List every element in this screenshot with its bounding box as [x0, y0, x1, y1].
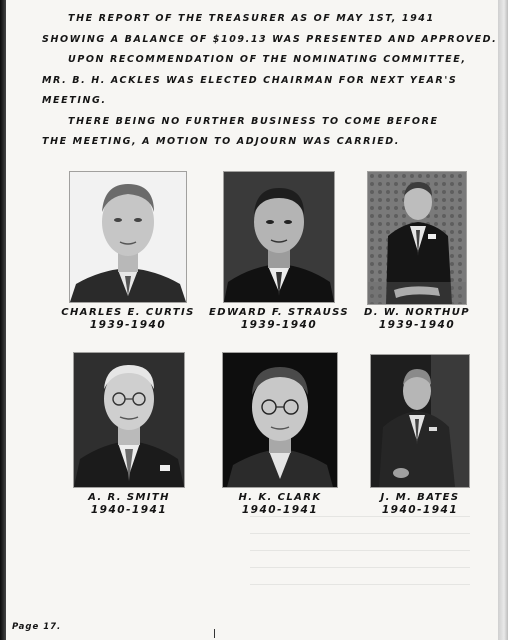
scan-mark [214, 629, 215, 638]
portrait-years: 1940-1941 [381, 504, 459, 516]
page-edge [498, 0, 508, 640]
portrait-years: 1940-1941 [241, 504, 319, 516]
page-number: Page 17. [12, 622, 62, 632]
portrait-photo-northup [368, 172, 466, 304]
portrait-name: EDWARD F. STRAUSS [209, 307, 349, 318]
portrait-name: D. W. NORTHUP [364, 307, 470, 318]
portrait-years: 1939-1940 [89, 319, 167, 331]
portrait-name: CHARLES E. CURTIS [61, 307, 195, 318]
portrait-years: 1939-1940 [378, 319, 456, 331]
portrait-name: H. K. CLARK [238, 492, 322, 503]
portrait-photo-bates [371, 355, 469, 487]
portrait-name: J. M. BATES [380, 492, 460, 503]
minutes-line: THERE BEING NO FURTHER BUSINESS TO COME BEFORE [68, 115, 439, 127]
portrait-years: 1940-1941 [90, 504, 168, 516]
meeting-minutes [42, 12, 498, 156]
portrait-caption-northup [356, 307, 478, 331]
minutes-line: MR. B. H. ACKLES WAS ELECTED CHAIRMAN FOR NEXT YEAR'S [42, 74, 458, 86]
portrait-photo-curtis [70, 172, 186, 302]
portrait-photo-smith [74, 353, 184, 487]
portrait-photo-clark [223, 353, 337, 487]
minutes-line: UPON RECOMMENDATION OF THE NOMINATING COMMITTEE, [68, 54, 467, 65]
portrait-caption-strauss [204, 307, 354, 331]
portrait-caption-clark [205, 492, 355, 516]
portrait-name: A. R. SMITH [88, 492, 170, 503]
portrait-caption-bates [358, 492, 482, 516]
minutes-line: SHOWING A BALANCE OF $109.13 WAS PRESENTED AND APPROVED. [42, 33, 498, 45]
portrait-years: 1939-1940 [240, 319, 318, 331]
portrait-photo-strauss [224, 172, 334, 302]
portrait-caption-smith [54, 492, 204, 516]
minutes-line: THE MEETING, A MOTION TO ADJOURN WAS CARRIED. [42, 136, 400, 147]
portrait-caption-curtis [50, 307, 206, 331]
minutes-line: THE REPORT OF THE TREASURER AS OF MAY 1ST, 1941 [68, 13, 435, 24]
minutes-line: MEETING. [42, 95, 107, 106]
